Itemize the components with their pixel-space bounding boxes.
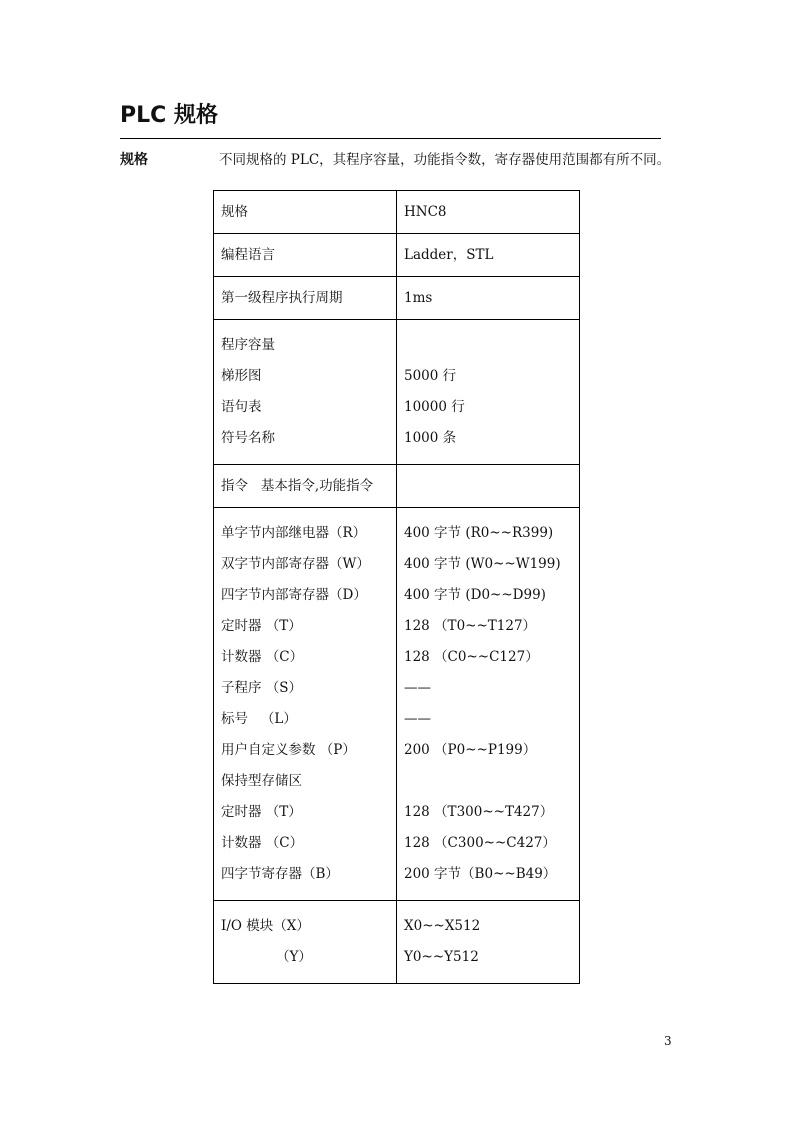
table-cell (214, 234, 397, 277)
table-cell (397, 465, 580, 508)
cell-text: I/O 模块（X） (221, 918, 310, 934)
cell-text: 规格 (221, 204, 248, 220)
table-row (214, 234, 580, 277)
table-cell (214, 191, 397, 234)
cell-text (404, 766, 579, 797)
cell-text: 10000 行 (404, 399, 465, 415)
cell-text: 计数器 （C） (221, 649, 304, 665)
cell-text: 200 字节（B0~~B49） (404, 866, 557, 882)
cell-text: 程序容量 (221, 337, 275, 353)
cell-text: 定时器 （T） (221, 618, 302, 634)
cell-text: 子程序 （S） (221, 680, 303, 696)
cell-text: 128 （T300~~T427） (404, 804, 554, 820)
cell-text: 400 字节 (W0~~W199) (404, 556, 561, 572)
table-cell (214, 508, 397, 901)
intro-paragraph: 不同规格的 PLC，其程序容量，功能指令数，寄存器使用范围都有所不同。 (219, 152, 671, 168)
table-cell (214, 901, 397, 984)
cell-text: 保持型存储区 (221, 773, 302, 789)
table-cell (214, 320, 397, 465)
table-cell (397, 508, 580, 901)
cell-text: 四字节内部寄存器（D） (221, 587, 367, 603)
page-title: PLC 规格 (120, 103, 218, 128)
cell-text: 编程语言 (221, 247, 275, 263)
cell-text (404, 330, 579, 361)
cell-text: 128 （C0~~C127） (404, 649, 539, 665)
table-row (214, 320, 580, 465)
table-cell (397, 901, 580, 984)
cell-text: —— (404, 711, 431, 727)
cell-text: —— (404, 680, 431, 696)
cell-text: 5000 行 (404, 368, 457, 384)
cell-text (404, 471, 579, 502)
table-cell (214, 277, 397, 320)
table-cell (397, 320, 580, 465)
spec-table (213, 190, 580, 984)
cell-text: HNC8 (404, 204, 447, 220)
cell-text: 1000 条 (404, 430, 457, 446)
cell-text: 1ms (404, 290, 433, 306)
cell-text: 四字节寄存器（B） (221, 866, 339, 882)
cell-text: Y0~~Y512 (404, 949, 479, 965)
cell-text: 单字节内部继电器（R） (221, 525, 367, 541)
section-label: 规格 (120, 152, 148, 168)
cell-text: 200 （P0~~P199） (404, 742, 537, 758)
table-cell (397, 191, 580, 234)
cell-text: 指令 基本指令,功能指令 (221, 478, 374, 494)
cell-text: 128 （C300~~C427） (404, 835, 556, 851)
table-row (214, 508, 580, 901)
cell-text: 符号名称 (221, 430, 275, 446)
table-cell (214, 465, 397, 508)
cell-text: 用户自定义参数 （P） (221, 742, 356, 758)
table-cell (397, 277, 580, 320)
cell-text: 400 字节 (D0~~D99) (404, 587, 546, 603)
cell-text: （Y） (276, 949, 312, 965)
cell-text: 第一级程序执行周期 (221, 290, 343, 306)
cell-text: Ladder，STL (404, 247, 494, 263)
cell-text: 双字节内部寄存器（W） (221, 556, 370, 572)
table-row (214, 277, 580, 320)
title-divider (120, 138, 661, 139)
cell-text: 定时器 （T） (221, 804, 302, 820)
table-row (214, 465, 580, 508)
cell-text: 标号 （L） (221, 711, 297, 727)
cell-text: 梯形图 (221, 368, 262, 384)
cell-text: 语句表 (221, 399, 262, 415)
page-number: 3 (664, 1034, 672, 1048)
table-cell (397, 234, 580, 277)
cell-text: 128 （T0~~T127） (404, 618, 537, 634)
cell-text: 400 字节 (R0~~R399) (404, 525, 554, 541)
cell-text: X0~~X512 (404, 918, 481, 934)
table-row (214, 191, 580, 234)
cell-text: 计数器 （C） (221, 835, 304, 851)
table-row (214, 901, 580, 984)
